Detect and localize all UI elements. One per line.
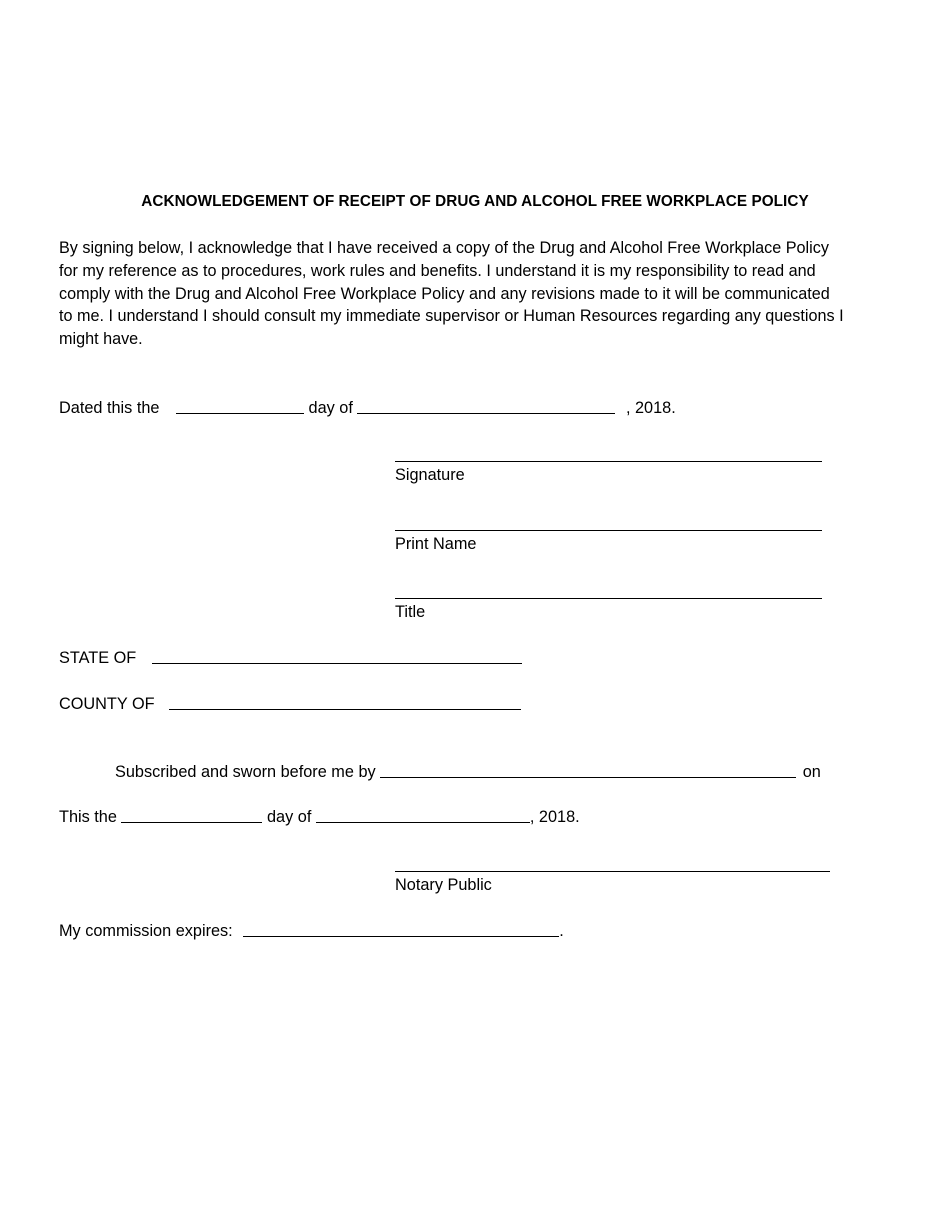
document-title: ACKNOWLEDGEMENT OF RECEIPT OF DRUG AND ALCOHOL FREE WORKPLACE POLICY [141, 193, 809, 210]
dated-prefix: Dated this the [59, 399, 160, 417]
print-name-line[interactable] [395, 530, 822, 531]
paragraph-line: for my reference as to procedures, work rules and benefits. I understand it is my responsibility to read and [59, 261, 816, 280]
sworn-by-field[interactable] [380, 763, 796, 778]
title-line[interactable] [395, 598, 822, 599]
notary-public-label: Notary Public [395, 876, 492, 894]
title-label: Title [395, 603, 426, 621]
county-label: COUNTY OF [59, 695, 155, 713]
dated-day-field[interactable] [176, 399, 304, 414]
commission-suffix: . [559, 922, 564, 940]
commission-label: My commission expires: [59, 922, 233, 940]
commission-field[interactable] [243, 922, 559, 937]
paragraph-line: By signing below, I acknowledge that I have received a copy of the Drug and Alcohol Free Workplace Policy [59, 239, 829, 257]
notary-day-of: day of [266, 808, 312, 826]
acknowledgement-paragraph [59, 237, 899, 351]
dated-line [59, 398, 676, 418]
county-line [59, 694, 521, 714]
commission-line [59, 921, 564, 941]
signature-line[interactable] [395, 461, 822, 462]
paragraph-line: comply with the Drug and Alcohol Free Workplace Policy and any revisions made to it will be communicated [59, 284, 830, 303]
notary-signature-line[interactable] [395, 871, 830, 872]
sworn-line [115, 762, 821, 782]
this-the-prefix: This the [59, 808, 117, 826]
notary-month-field[interactable] [316, 808, 530, 823]
paragraph-line: might have. [59, 330, 143, 349]
state-field[interactable] [152, 649, 522, 664]
notary-year: , 2018. [529, 808, 580, 826]
state-label: STATE OF [59, 649, 137, 667]
dated-month-field[interactable] [357, 399, 615, 414]
state-line [59, 648, 522, 668]
print-name-label: Print Name [395, 535, 477, 553]
dated-day-of: day of [308, 399, 353, 417]
signature-label: Signature [395, 466, 465, 484]
this-the-line [59, 807, 580, 827]
dated-year: , 2018. [625, 399, 676, 417]
sworn-prefix: Subscribed and sworn before me by [115, 763, 376, 781]
notary-day-field[interactable] [121, 808, 262, 823]
county-field[interactable] [169, 695, 521, 710]
paragraph-line: to me. I understand I should consult my immediate supervisor or Human Resources regarding any questions I [59, 307, 844, 326]
sworn-suffix: on [802, 763, 821, 781]
